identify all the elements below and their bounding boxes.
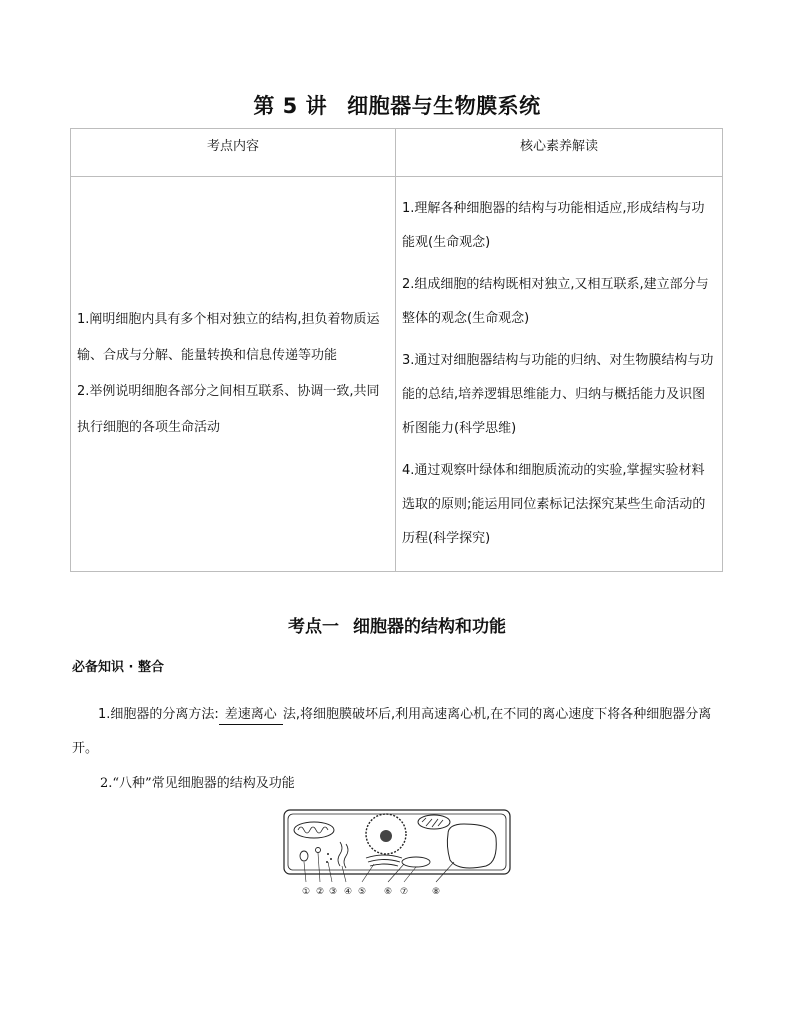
literacy-point: 3.通过对细胞器结构与功能的归纳、对生物膜结构与功能的总结,培养逻辑思维能力、归纳与概括能力及识图析图能力(科学思维): [402, 353, 714, 436]
ribosome-dot: [327, 853, 329, 855]
er-shape: [338, 842, 348, 868]
literacy-point: 2.组成细胞的结构既相对独立,又相互联系,建立部分与整体的观念(生命观念): [402, 277, 709, 326]
nucleolus-shape: [380, 830, 392, 842]
mitochondrion-2-shape: [402, 857, 430, 867]
objectives-table: [70, 128, 723, 572]
sub-heading: 必备知识 · 整合: [72, 660, 164, 675]
literacy-point: 4.通过观察叶绿体和细胞质流动的实验,掌握实验材料选取的原则;能运用同位素标记法探究某些生命活动的历程(科学探究): [402, 463, 706, 546]
figure-label: ④: [344, 887, 353, 897]
section-number: 考点一: [288, 617, 339, 637]
section-title: [0, 612, 794, 637]
table-row: [71, 177, 723, 572]
lecture-name: 细胞器与生物膜系统: [347, 94, 541, 118]
cell-wall-shape: [284, 810, 510, 874]
ribosome-dot: [326, 861, 328, 863]
para1-after: 法,将细胞膜破坏后,利用高速离心机,在不同的离心速度下将各种细胞器分离开。: [72, 707, 712, 756]
figure-label: ⑥: [384, 887, 393, 897]
lecture-number: 第 5 讲: [253, 94, 328, 118]
literacy-point: 1.理解各种细胞器的结构与功能相适应,形成结构与功能观(生命观念): [402, 201, 705, 250]
figure-label: ⑦: [400, 887, 409, 897]
lecture-title: [0, 90, 794, 120]
golgi-shape: [366, 855, 402, 866]
fill-blank-answer: 差速离心: [219, 706, 283, 725]
plant-cell-figure: [276, 806, 516, 902]
ribosome-dot: [330, 858, 332, 860]
figure-label: ⑤: [358, 887, 367, 897]
figure-label: ③: [329, 887, 338, 897]
figure-label: ②: [316, 887, 325, 897]
literacy-cell: [396, 177, 723, 572]
chloroplast-shape: [418, 815, 450, 829]
paragraph-organelles: 2.“八种”常见细胞器的结构及功能: [100, 776, 295, 791]
lysosome-shape: [300, 851, 308, 861]
centrosome-shape: [316, 848, 321, 853]
content-point: 1.阐明细胞内具有多个相对独立的结构,担负着物质运输、合成与分解、能量转换和信息传递等功能: [77, 312, 380, 363]
content-cell: [71, 177, 396, 572]
para1-before: 1.细胞器的分离方法:: [98, 707, 219, 722]
table-header-row: [71, 129, 723, 177]
plant-cell-drawing: [276, 806, 516, 902]
vacuole-shape: [447, 824, 496, 868]
chloroplast-grana: [422, 818, 443, 827]
figure-label: ⑧: [432, 887, 441, 897]
content-point: 2.举例说明细胞各部分之间相互联系、协调一致,共同执行细胞的各项生命活动: [77, 384, 380, 435]
mitochondrion-cristae: [298, 827, 328, 833]
figure-label: ①: [302, 887, 311, 897]
header-literacy: 核心素养解读: [396, 129, 723, 177]
paragraph-separation-method: [72, 698, 724, 766]
section-name: 细胞器的结构和功能: [353, 617, 506, 637]
header-content: 考点内容: [71, 129, 396, 177]
